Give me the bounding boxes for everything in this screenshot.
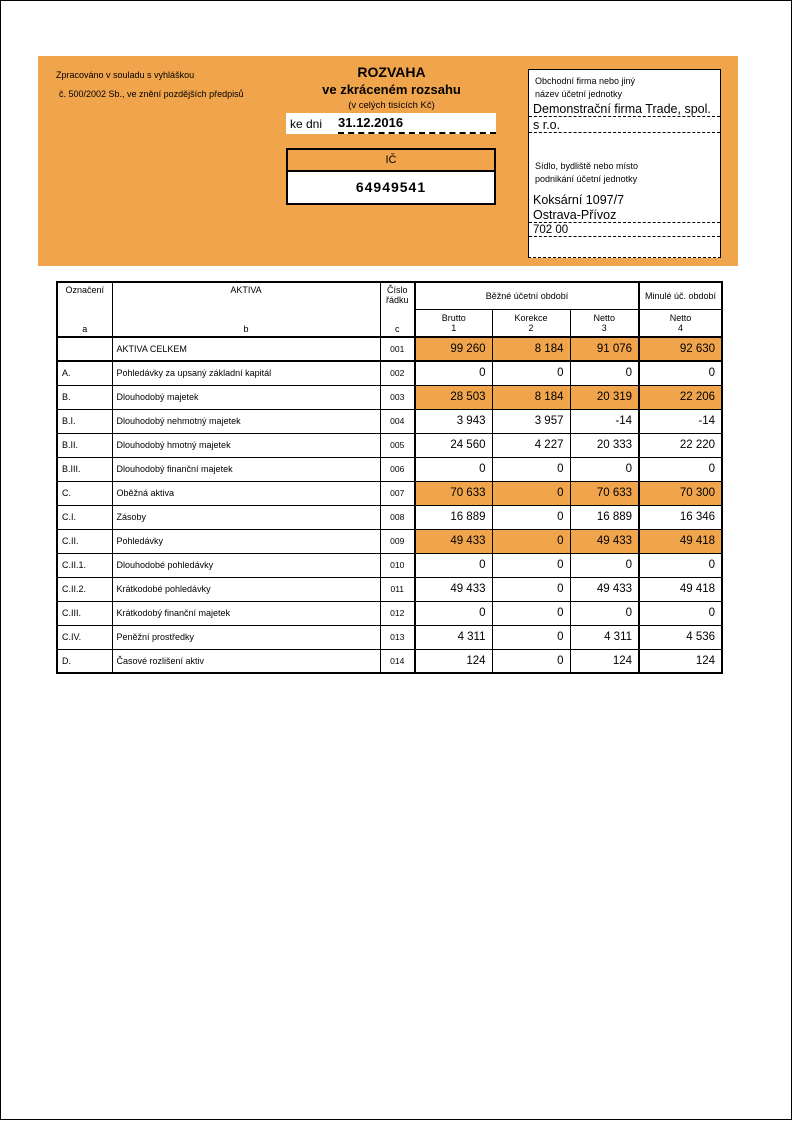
row-designation: B.III. — [57, 457, 112, 481]
row-netto-value: 20 333 — [570, 433, 639, 457]
row-netto-previous-value: 0 — [639, 457, 722, 481]
company-address-line3: 702 00 — [529, 223, 720, 237]
row-line-number: 008 — [380, 505, 415, 529]
row-line-number: 001 — [380, 337, 415, 361]
company-address-caption — [529, 155, 720, 186]
company-name-line2: s r.o. — [529, 117, 720, 133]
processing-note — [56, 66, 244, 104]
table-row — [57, 361, 722, 385]
row-netto-previous-value: 49 418 — [639, 529, 722, 553]
company-name-caption-line2: název účetní jednotky — [535, 89, 623, 99]
row-netto-value: 0 — [570, 601, 639, 625]
header-line-number-letter: c — [395, 324, 400, 334]
row-korekce-value: 3 957 — [492, 409, 570, 433]
form-header-block — [38, 56, 738, 266]
balance-table-head — [57, 282, 722, 337]
row-netto-previous-value: 16 346 — [639, 505, 722, 529]
header-brutto — [415, 309, 492, 337]
unit-note: (v celých tisících Kč) — [348, 100, 435, 111]
header-designation-label: Označení — [65, 285, 105, 295]
row-netto-value: 0 — [570, 361, 639, 385]
table-row — [57, 481, 722, 505]
row-designation: B. — [57, 385, 112, 409]
row-korekce-value: 0 — [492, 601, 570, 625]
row-netto-previous-value: 22 220 — [639, 433, 722, 457]
header-netto-label: Netto — [593, 312, 616, 323]
table-row — [57, 433, 722, 457]
row-designation: C.II.2. — [57, 577, 112, 601]
header-current-period: Běžné účetní období — [415, 282, 639, 309]
company-address-caption-line1: Sídlo, bydliště nebo místo — [535, 161, 639, 171]
row-netto-previous-value: 0 — [639, 553, 722, 577]
row-designation: C.IV. — [57, 625, 112, 649]
row-brutto-value: 124 — [415, 649, 492, 673]
row-label: Zásoby — [112, 505, 380, 529]
row-label: Dlouhodobý finanční majetek — [112, 457, 380, 481]
header-netto — [570, 309, 639, 337]
table-row — [57, 577, 722, 601]
row-korekce-value: 8 184 — [492, 337, 570, 361]
processing-note-line2: č. 500/2002 Sb., ve znění pozdějších předpisů — [59, 89, 244, 99]
ke-dni-date: 31.12.2016 — [338, 113, 496, 134]
header-col-line-number — [380, 282, 415, 337]
row-netto-value: 20 319 — [570, 385, 639, 409]
row-netto-previous-value: 70 300 — [639, 481, 722, 505]
row-designation: A. — [57, 361, 112, 385]
row-netto-previous-value: 124 — [639, 649, 722, 673]
row-label: AKTIVA CELKEM — [112, 337, 380, 361]
company-name-caption-line1: Obchodní firma nebo jiný — [535, 76, 636, 86]
row-label: Dlouhodobý nehmotný majetek — [112, 409, 380, 433]
row-brutto-value: 28 503 — [415, 385, 492, 409]
row-line-number: 002 — [380, 361, 415, 385]
row-netto-value: 4 311 — [570, 625, 639, 649]
row-line-number: 014 — [380, 649, 415, 673]
row-netto-previous-value: 92 630 — [639, 337, 722, 361]
row-line-number: 005 — [380, 433, 415, 457]
row-brutto-value: 24 560 — [415, 433, 492, 457]
row-netto-previous-value: 22 206 — [639, 385, 722, 409]
header-korekce — [492, 309, 570, 337]
row-brutto-value: 0 — [415, 361, 492, 385]
company-address-line1: Koksární 1097/7 — [533, 193, 625, 207]
row-line-number: 006 — [380, 457, 415, 481]
row-netto-value: 49 433 — [570, 577, 639, 601]
processing-note-line1: Zpracováno v souladu s vyhláškou — [56, 70, 195, 80]
header-designation-letter: a — [82, 324, 88, 334]
table-row — [57, 505, 722, 529]
row-label: Pohledávky — [112, 529, 380, 553]
table-row — [57, 529, 722, 553]
row-korekce-value: 0 — [492, 553, 570, 577]
row-brutto-value: 0 — [415, 553, 492, 577]
row-designation — [57, 337, 112, 361]
header-col-designation — [57, 282, 112, 337]
row-korekce-value: 4 227 — [492, 433, 570, 457]
header-netto-previous-number: 4 — [678, 322, 684, 333]
row-netto-previous-value: 4 536 — [639, 625, 722, 649]
header-col-aktiva — [112, 282, 380, 337]
row-netto-previous-value: 49 418 — [639, 577, 722, 601]
table-row — [57, 553, 722, 577]
row-korekce-value: 0 — [492, 649, 570, 673]
header-aktiva-label: AKTIVA — [230, 285, 262, 295]
row-line-number: 012 — [380, 601, 415, 625]
row-label: Dlouhodobé pohledávky — [112, 553, 380, 577]
balance-table-body — [57, 337, 722, 673]
header-previous-period: Minulé úč. období — [639, 282, 722, 309]
row-netto-value: 91 076 — [570, 337, 639, 361]
table-row — [57, 385, 722, 409]
row-korekce-value: 8 184 — [492, 385, 570, 409]
row-line-number: 013 — [380, 625, 415, 649]
table-row — [57, 649, 722, 673]
table-row — [57, 409, 722, 433]
header-line-number-label-line1: Číslo — [386, 285, 408, 295]
row-korekce-value: 0 — [492, 529, 570, 553]
row-label: Peněžní prostředky — [112, 625, 380, 649]
row-label: Dlouhodobý hmotný majetek — [112, 433, 380, 457]
row-korekce-value: 0 — [492, 625, 570, 649]
row-brutto-value: 4 311 — [415, 625, 492, 649]
row-designation: B.II. — [57, 433, 112, 457]
ic-label: IČ — [288, 150, 494, 172]
row-brutto-value: 0 — [415, 457, 492, 481]
row-designation: D. — [57, 649, 112, 673]
form-title: ROZVAHA — [357, 64, 426, 80]
row-netto-value: 16 889 — [570, 505, 639, 529]
company-name-caption — [529, 70, 720, 101]
row-brutto-value: 49 433 — [415, 577, 492, 601]
header-korekce-label: Korekce — [514, 312, 548, 323]
row-line-number: 010 — [380, 553, 415, 577]
row-brutto-value: 99 260 — [415, 337, 492, 361]
row-line-number: 007 — [380, 481, 415, 505]
row-line-number: 011 — [380, 577, 415, 601]
row-line-number: 009 — [380, 529, 415, 553]
row-netto-value: 124 — [570, 649, 639, 673]
row-korekce-value: 0 — [492, 481, 570, 505]
row-netto-value: 0 — [570, 457, 639, 481]
header-netto-previous — [639, 309, 722, 337]
row-netto-value: -14 — [570, 409, 639, 433]
row-korekce-value: 0 — [492, 505, 570, 529]
row-designation: C.II.1. — [57, 553, 112, 577]
row-line-number: 003 — [380, 385, 415, 409]
row-brutto-value: 16 889 — [415, 505, 492, 529]
row-netto-value: 0 — [570, 553, 639, 577]
header-brutto-label: Brutto — [441, 312, 466, 323]
row-netto-value: 49 433 — [570, 529, 639, 553]
header-korekce-number: 2 — [528, 322, 534, 333]
row-label: Dlouhodobý majetek — [112, 385, 380, 409]
company-info-box — [528, 69, 721, 258]
row-label: Časové rozlišení aktiv — [112, 649, 380, 673]
row-designation: C.II. — [57, 529, 112, 553]
company-name-line1: Demonstrační firma Trade, spol. — [529, 101, 720, 117]
spacer — [529, 133, 720, 155]
header-aktiva-letter: b — [243, 324, 249, 334]
table-row — [57, 337, 722, 361]
table-row — [57, 601, 722, 625]
ke-dni-label: ke dni — [290, 116, 323, 131]
balance-table — [56, 281, 723, 674]
row-netto-value: 70 633 — [570, 481, 639, 505]
row-brutto-value: 0 — [415, 601, 492, 625]
header-netto-previous-label: Netto — [669, 312, 692, 323]
row-korekce-value: 0 — [492, 361, 570, 385]
row-netto-previous-value: -14 — [639, 409, 722, 433]
form-subtitle: ve zkráceném rozsahu — [322, 82, 461, 97]
ic-box — [286, 148, 496, 205]
date-strip — [286, 113, 496, 134]
row-designation: C.I. — [57, 505, 112, 529]
row-line-number: 004 — [380, 409, 415, 433]
header-brutto-number: 1 — [451, 322, 457, 333]
form-title-block — [249, 64, 534, 111]
row-brutto-value: 49 433 — [415, 529, 492, 553]
row-korekce-value: 0 — [492, 577, 570, 601]
row-label: Krátkodobý finanční majetek — [112, 601, 380, 625]
row-netto-previous-value: 0 — [639, 361, 722, 385]
row-netto-previous-value: 0 — [639, 601, 722, 625]
row-brutto-value: 70 633 — [415, 481, 492, 505]
table-row — [57, 457, 722, 481]
row-designation: B.I. — [57, 409, 112, 433]
row-label: Pohledávky za upsaný základní kapitál — [112, 361, 380, 385]
row-designation: C. — [57, 481, 112, 505]
table-row — [57, 625, 722, 649]
company-address-line2: Ostrava-Přívoz — [529, 207, 720, 223]
header-line-number-label-line2: řádku — [385, 295, 409, 305]
row-korekce-value: 0 — [492, 457, 570, 481]
ic-value: 64949541 — [355, 179, 427, 195]
header-line-number-label — [386, 285, 409, 305]
company-address-caption-line2: podnikání účetní jednotky — [535, 174, 638, 184]
row-brutto-value: 3 943 — [415, 409, 492, 433]
row-label: Oběžná aktiva — [112, 481, 380, 505]
row-label: Krátkodobé pohledávky — [112, 577, 380, 601]
row-designation: C.III. — [57, 601, 112, 625]
header-netto-number: 3 — [601, 322, 607, 333]
